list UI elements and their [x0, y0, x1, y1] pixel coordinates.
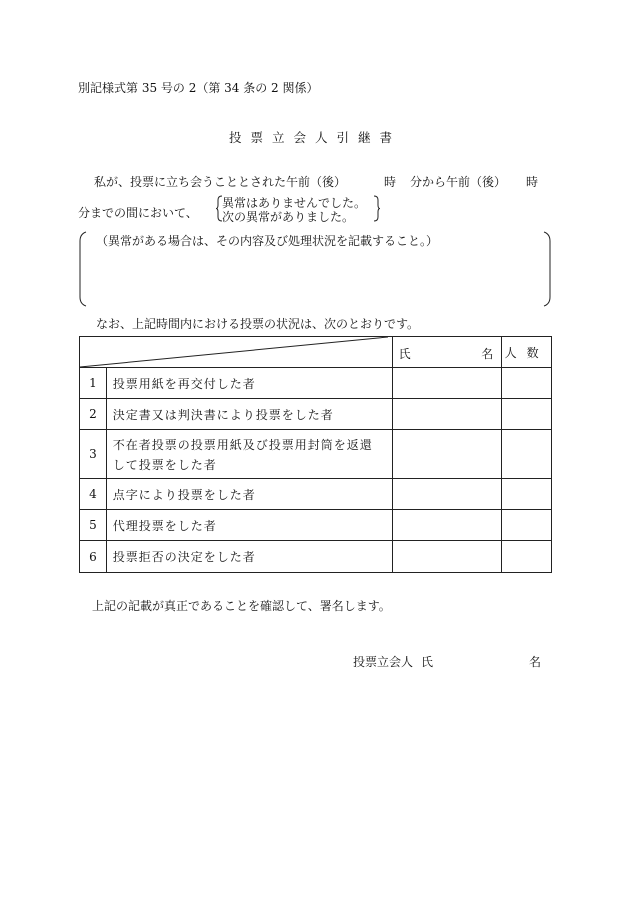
row-number: 1	[80, 368, 107, 399]
table-row	[80, 541, 552, 573]
table-header-row	[80, 337, 552, 368]
statement-line-2-prefix: 分までの間において、	[78, 206, 198, 220]
count-cell[interactable]	[502, 399, 552, 430]
name-cell[interactable]	[392, 541, 502, 573]
confirmation-text: 上記の記載が真正であることを確認して、署名します。	[92, 599, 391, 613]
table-intro: なお、上記時間内における投票の状況は、次のとおりです。	[96, 317, 420, 331]
row-label: 投票用紙を再交付した者	[106, 368, 392, 399]
row-number: 5	[80, 510, 107, 541]
count-cell[interactable]	[502, 430, 552, 479]
row-number: 4	[80, 479, 107, 510]
count-cell[interactable]	[502, 368, 552, 399]
statement-text-1: 私が、投票に立ち会うこととされた午前（後）	[94, 175, 347, 189]
anomaly-note-text: （異常がある場合は、その内容及び処理状況を記載すること。）	[96, 234, 439, 248]
diagonal-header-cell	[80, 337, 393, 368]
voting-status-table	[79, 336, 552, 573]
row-label-line-1: 不在者投票の投票用紙及び投票用封筒を返還	[112, 437, 373, 452]
table-row	[80, 479, 552, 510]
table-row	[80, 430, 552, 479]
signature-name-right: 名	[529, 655, 542, 669]
count-cell[interactable]	[502, 541, 552, 573]
header-name-right: 名	[481, 347, 494, 361]
row-label: 決定書又は判決書により投票をした者	[106, 399, 392, 430]
option-anomaly: 次の異常がありました。	[222, 210, 355, 224]
header-name	[392, 337, 502, 368]
hour-label-1: 時	[384, 175, 397, 189]
row-label-line-2: して投票をした者	[112, 457, 217, 472]
row-label: 代理投票をした者	[106, 510, 392, 541]
row-number: 2	[80, 399, 107, 430]
name-cell[interactable]	[392, 479, 502, 510]
table-row	[80, 510, 552, 541]
name-cell[interactable]	[392, 430, 502, 479]
table-row	[80, 399, 552, 430]
row-label: 投票拒否の決定をした者	[106, 541, 392, 573]
signature-name-left: 氏	[421, 655, 434, 669]
document-title: 投票立会人引継書	[228, 130, 401, 145]
row-label	[106, 430, 392, 479]
form-number: 別記様式第 35 号の 2（第 34 条の 2 関係）	[78, 81, 319, 95]
statement-text-2: 分から午前（後）	[410, 175, 507, 189]
option-no-anomaly: 異常はありませんでした。	[222, 196, 367, 210]
count-cell[interactable]	[502, 510, 552, 541]
hour-label-2: 時	[526, 175, 539, 189]
signature-role: 投票立会人	[353, 655, 414, 669]
anomaly-choice-bracket	[216, 195, 380, 222]
right-brace-icon	[372, 195, 380, 222]
name-cell[interactable]	[392, 399, 502, 430]
row-number: 3	[80, 430, 107, 479]
name-cell[interactable]	[392, 368, 502, 399]
header-name-left: 氏	[398, 347, 411, 361]
count-cell[interactable]	[502, 479, 552, 510]
name-cell[interactable]	[392, 510, 502, 541]
row-number: 6	[80, 541, 107, 573]
header-count: 人数	[502, 337, 552, 368]
table-row	[80, 368, 552, 399]
row-label: 点字により投票をした者	[106, 479, 392, 510]
diagonal-line	[80, 337, 388, 367]
